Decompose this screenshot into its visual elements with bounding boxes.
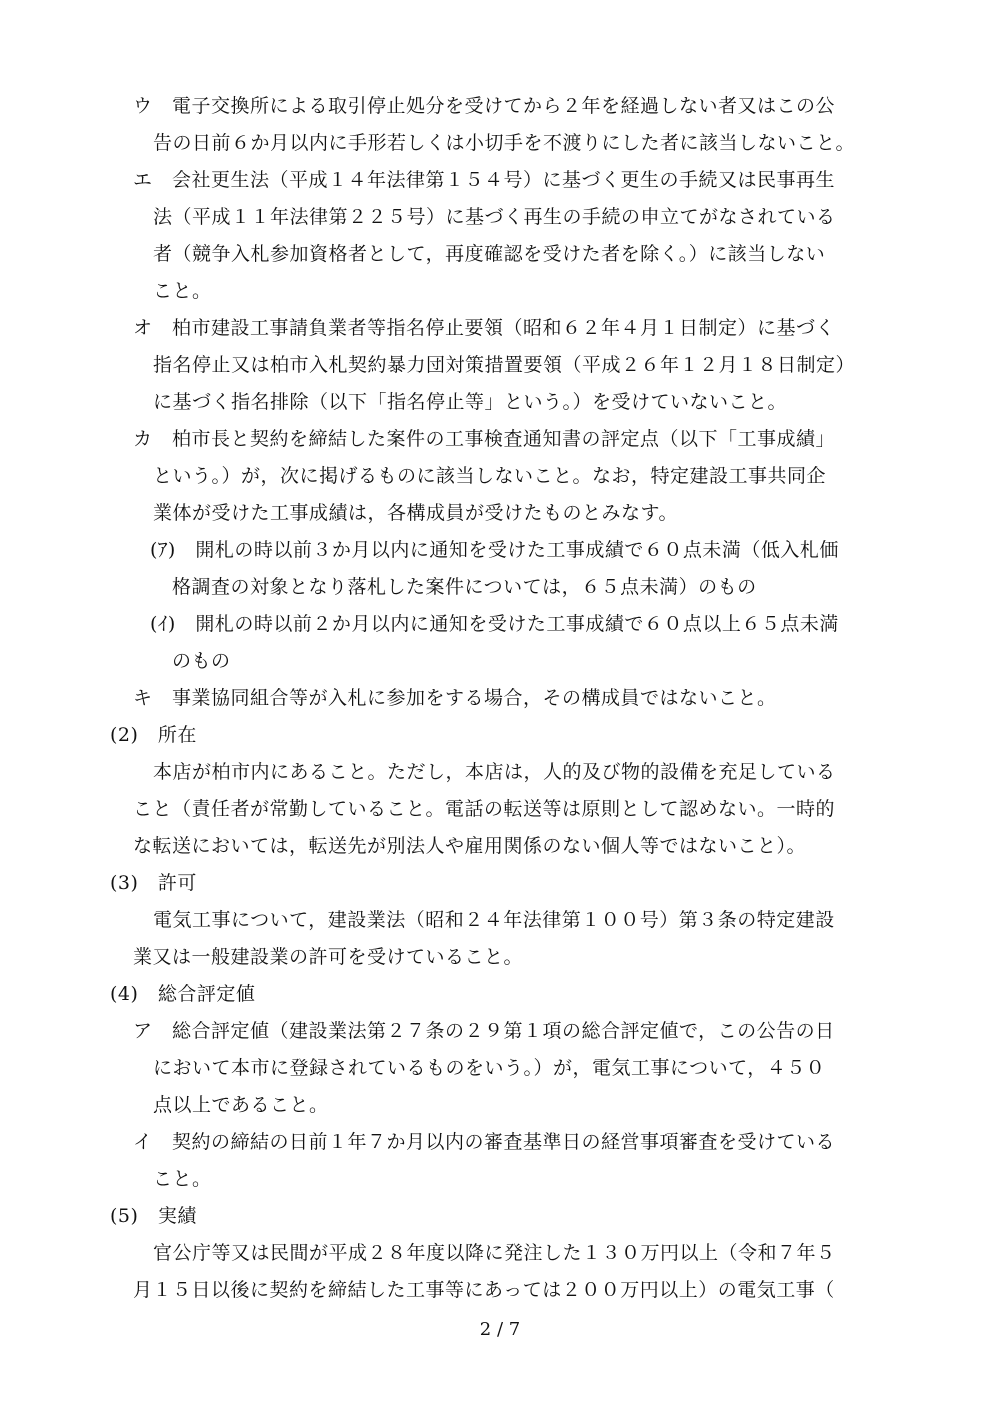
section-heading: (5) 実績 [110, 1205, 197, 1227]
text-line: こと。 [153, 1168, 212, 1190]
text-line: な転送においては，転送先が別法人や雇用関係のない個人等ではないこと）。 [133, 835, 807, 857]
text-line: 指名停止又は柏市入札契約暴力団対策措置要領（平成２６年１２月１８日制定） [153, 354, 856, 376]
text-line: こと（責任者が常勤していること。電話の転送等は原則として認めない。一時的 [133, 798, 836, 820]
text-line: 本店が柏市内にあること。ただし，本店は，人的及び物的設備を充足している [153, 761, 836, 783]
text-line: 官公庁等又は民間が平成２８年度以降に発注した１３０万円以上（令和７年５ [153, 1242, 836, 1264]
text-line: カ 柏市長と契約を締結した案件の工事検査通知書の評定点（以下「工事成績」 [133, 428, 836, 450]
text-line: に基づく指名排除（以下「指名停止等」という。）を受けていないこと。 [153, 391, 788, 413]
section-heading: (2) 所在 [110, 724, 197, 746]
text-line: という。）が，次に掲げるものに該当しないこと。なお，特定建設工事共同企 [153, 465, 827, 487]
text-line: 点以上であること。 [153, 1094, 329, 1116]
text-line: 電気工事について，建設業法（昭和２４年法律第１００号）第３条の特定建設 [153, 909, 835, 931]
text-line: 者（競争入札参加資格者として，再度確認を受けた者を除く。）に該当しない [153, 243, 826, 265]
text-line: 告の日前６か月以内に手形若しくは小切手を不渡りにした者に該当しないこと。 [153, 132, 856, 154]
text-line: において本市に登録されているものをいう。）が，電気工事について，４５０ [153, 1057, 826, 1079]
section-heading: (3) 許可 [110, 872, 197, 894]
text-line: ア 総合評定値（建設業法第２７条の２９第１項の総合評定値で，この公告の日 [133, 1020, 835, 1042]
text-line: ウ 電子交換所による取引停止処分を受けてから２年を経過しない者又はこの公 [133, 95, 836, 117]
text-line: のもの [172, 650, 231, 672]
text-line: 月１５日以後に契約を締結した工事等にあっては２００万円以上）の電気工事（ [133, 1279, 835, 1301]
section-heading: (4) 総合評定値 [110, 983, 256, 1005]
text-line: キ 事業協同組合等が入札に参加をする場合，その構成員ではないこと。 [133, 687, 777, 709]
text-line: 業体が受けた工事成績は，各構成員が受けたものとみなす。 [153, 502, 678, 524]
text-line: エ 会社更生法（平成１４年法律第１５４号）に基づく更生の手続又は民事再生 [133, 169, 836, 191]
page-number: 2 / 7 [479, 1319, 521, 1340]
text-line: こと。 [153, 280, 212, 302]
text-line: (ｱ) 開札の時以前３か月以内に通知を受けた工事成績で６０点未満（低入札価 [150, 539, 839, 561]
text-line: 業又は一般建設業の許可を受けていること。 [133, 946, 524, 968]
text-line: (ｲ) 開札の時以前２か月以内に通知を受けた工事成績で６０点以上６５点未満 [150, 613, 839, 635]
text-line: オ 柏市建設工事請負業者等指名停止要領（昭和６２年４月１日制定）に基づく [133, 317, 836, 339]
text-line: 格調査の対象となり落札した案件については，６５点未満）のもの [172, 576, 757, 598]
text-line: イ 契約の締結の日前１年７か月以内の審査基準日の経営事項審査を受けている [133, 1131, 836, 1153]
text-line: 法（平成１１年法律第２２５号）に基づく再生の手続の申立てがなされている [153, 206, 836, 228]
